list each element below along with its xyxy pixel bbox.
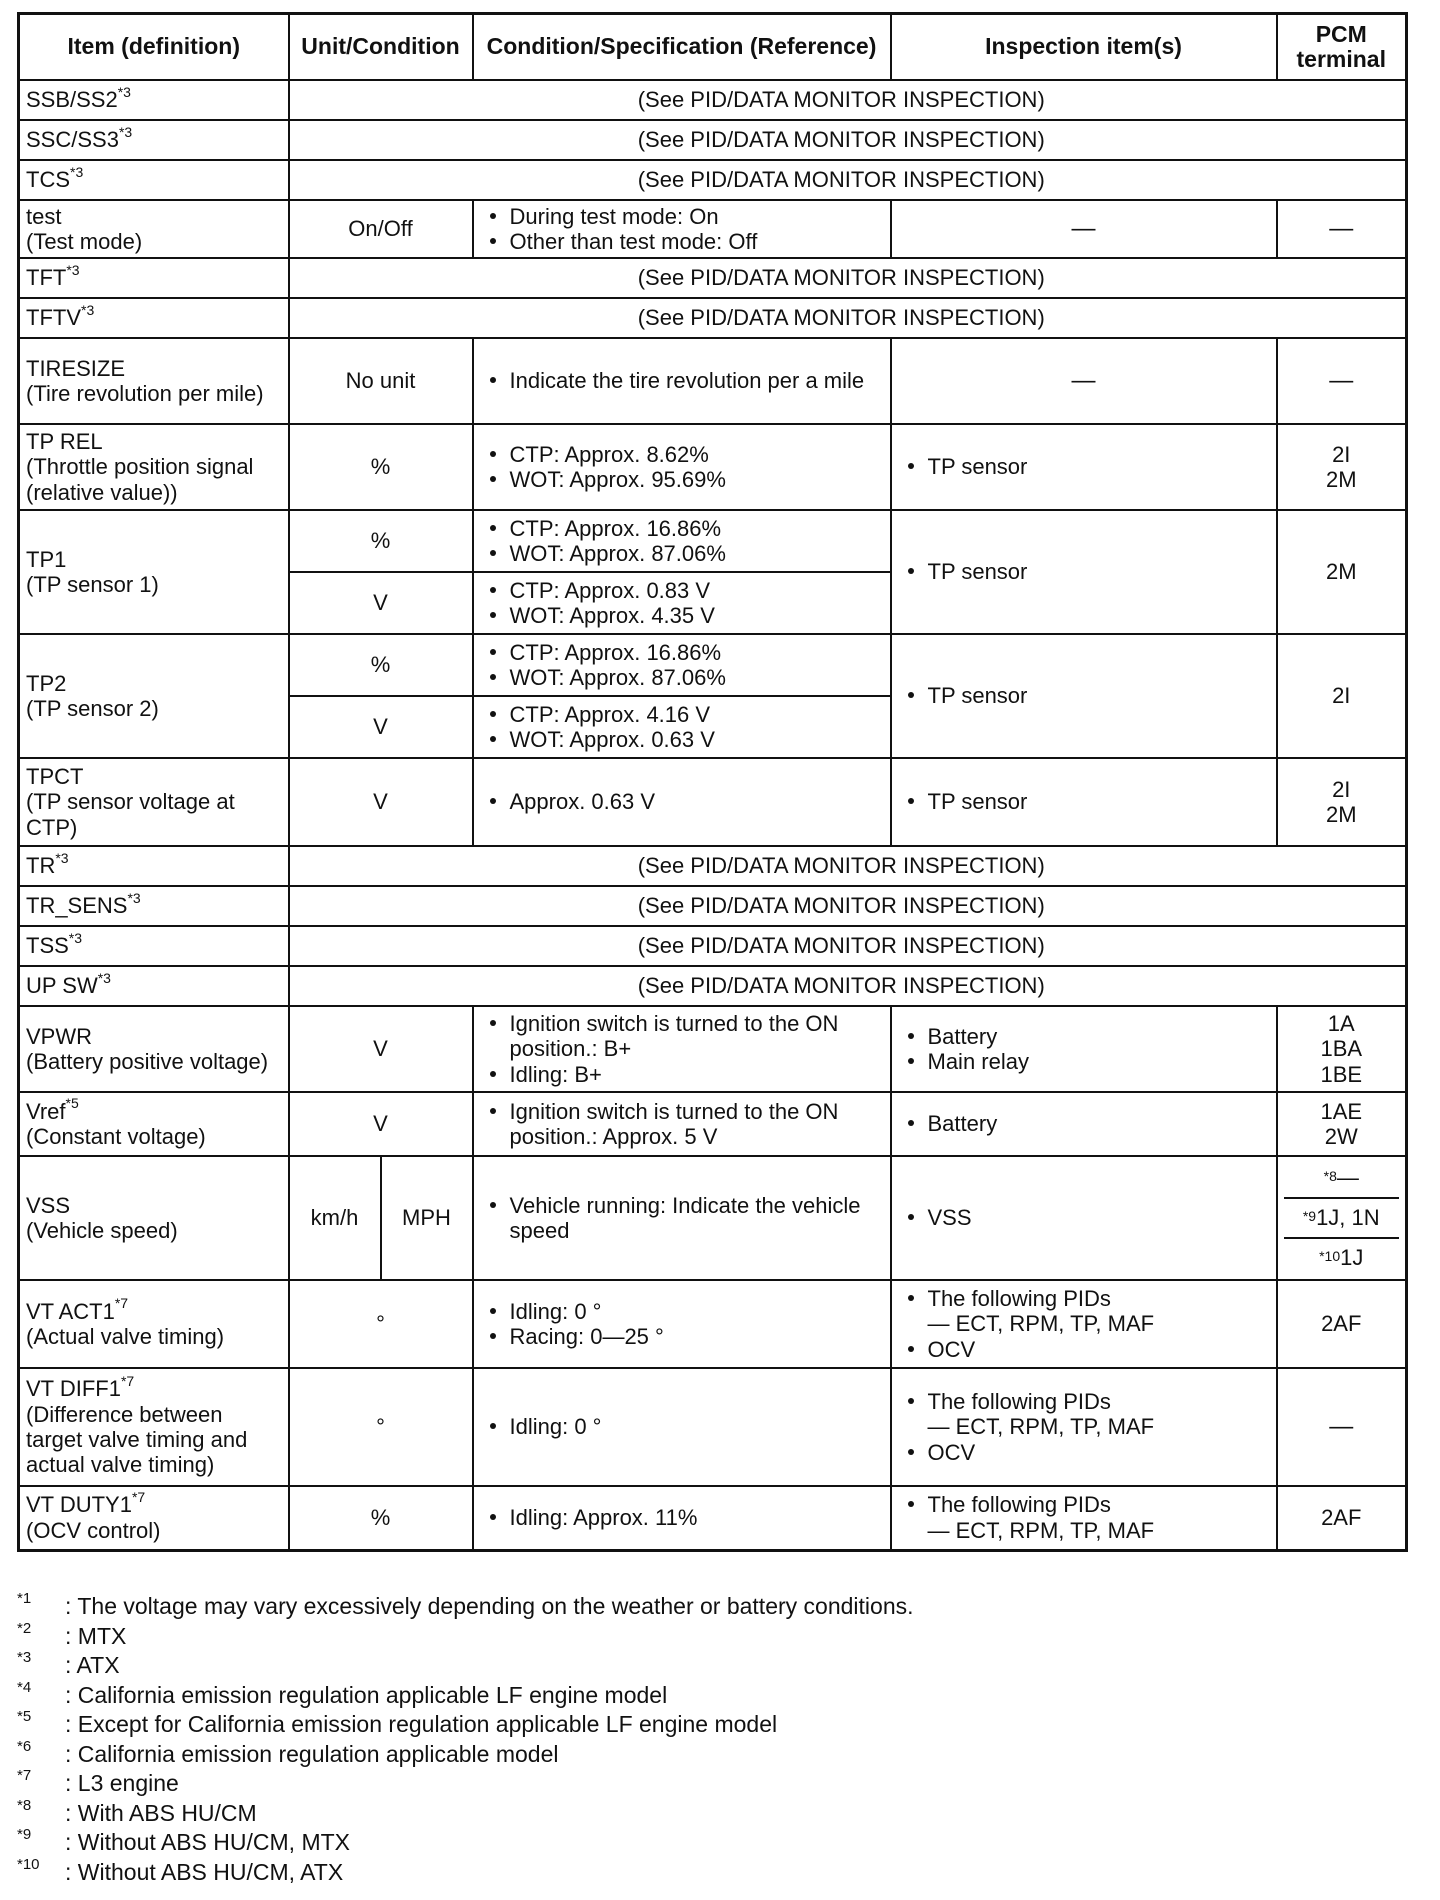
item-name: test: [26, 203, 62, 229]
footnote: $^{*5}$ : Except for California emission regulation applicable LF engine model: [17, 1708, 778, 1737]
item-name: VT DIFF1: [26, 1376, 121, 1402]
item-cell: [19, 886, 289, 926]
footnote-ref: *3: [66, 262, 80, 279]
item-name: UP SW: [26, 973, 98, 999]
item-definition: (TP sensor 2): [26, 696, 159, 721]
table-row: [19, 926, 1407, 966]
item-name: SSB/SS2: [26, 87, 118, 113]
inspection-cell: The following PIDs — ECT, RPM, TP, MAF OCV: [891, 1368, 1277, 1486]
footnote: $^{*9}$ : Without ABS HU/CM, MTX: [17, 1826, 350, 1855]
item-definition: (TP sensor voltage at CTP): [26, 789, 235, 840]
table-header-row: [19, 14, 1407, 81]
table-row: [19, 1156, 1407, 1280]
footnote: $^{*7}$ : L3 engine: [17, 1767, 179, 1796]
item-cell: [19, 1368, 289, 1486]
inspection-cell: TP sensor: [891, 634, 1277, 758]
header-item: Item (definition): [19, 14, 289, 81]
inspection-cell: The following PIDs — ECT, RPM, TP, MAF: [891, 1486, 1277, 1550]
table-row: [19, 1486, 1407, 1550]
item-name: TP1: [26, 546, 67, 572]
condition-cell: CTP: Approx. 8.62% WOT: Approx. 95.69%: [473, 424, 891, 510]
item-name: VSS: [26, 1192, 71, 1218]
item-definition: (Actual valve timing): [26, 1324, 225, 1349]
unit-cell: %: [289, 510, 473, 572]
pcm-cell: —: [1277, 200, 1407, 258]
pcm-cell: 2M: [1277, 510, 1407, 634]
footnote: $^{*10}$ : Without ABS HU/CM, ATX: [17, 1855, 344, 1885]
footnote-ref: *7: [131, 1489, 146, 1506]
item-name: TR_SENS: [26, 893, 128, 919]
item-name: TP REL: [26, 429, 103, 455]
footnote-ref: *7: [114, 1295, 129, 1312]
item-definition: (Throttle position signal (relative value)): [26, 454, 254, 505]
unit-cell-kmh: km/h: [289, 1156, 381, 1280]
table-row: [19, 160, 1407, 200]
item-cell: [19, 160, 289, 200]
item-cell: [19, 1486, 289, 1550]
unit-cell: V: [289, 572, 473, 634]
footnote-ref: *3: [68, 930, 83, 947]
condition-cell: CTP: Approx. 16.86% WOT: Approx. 87.06%: [473, 510, 891, 572]
pcm-cell: 2I 2M: [1277, 424, 1407, 510]
table-row: [19, 200, 1407, 258]
table-row: [19, 634, 1407, 696]
item-cell: [19, 1280, 289, 1368]
unit-cell: %: [289, 1486, 473, 1550]
footnote-ref: *3: [118, 124, 133, 141]
unit-cell: V: [289, 758, 473, 846]
item-cell: [19, 200, 289, 258]
table-row: [19, 1280, 1407, 1368]
footnote: $^{*8}$ : With ABS HU/CM: [17, 1796, 257, 1826]
pcm-cell: 1A 1BA 1BE: [1277, 1006, 1407, 1092]
item-definition: (Test mode): [26, 229, 143, 254]
item-cell: [19, 1092, 289, 1156]
table-row: [19, 1368, 1407, 1486]
pcm-cell: —: [1277, 338, 1407, 424]
document: [17, 12, 1405, 1552]
item-definition: (Vehicle speed): [26, 1218, 178, 1243]
table-row: [19, 1092, 1407, 1156]
footnote-ref: *3: [55, 850, 69, 867]
see-reference: (See PID/DATA MONITOR INSPECTION): [289, 298, 1407, 338]
condition-cell: CTP: Approx. 4.16 V WOT: Approx. 0.63 V: [473, 696, 891, 758]
item-name: TCS: [26, 167, 70, 193]
table-row: [19, 80, 1407, 120]
see-reference: (See PID/DATA MONITOR INSPECTION): [289, 926, 1407, 966]
condition-cell: Approx. 0.63 V: [473, 758, 891, 846]
see-reference: (See PID/DATA MONITOR INSPECTION): [289, 966, 1407, 1006]
header-pcm-terminal: PCM terminal: [1277, 14, 1407, 81]
item-cell: [19, 510, 289, 634]
item-cell: [19, 258, 289, 298]
pcm-option-abs: $^{*8}$ —: [1323, 1165, 1359, 1191]
item-cell: [19, 966, 289, 1006]
item-name: TR: [26, 853, 56, 879]
unit-cell: V: [289, 1092, 473, 1156]
item-cell: [19, 634, 289, 758]
item-definition: (TP sensor 1): [26, 572, 159, 597]
condition-cell: Idling: 0 °: [473, 1368, 891, 1486]
table-row: [19, 1006, 1407, 1092]
pcm-cell: [1277, 1156, 1407, 1280]
see-reference: (See PID/DATA MONITOR INSPECTION): [289, 160, 1407, 200]
footnote: $^{*1}$ : The voltage may vary excessively depending on the weather or battery conditions.: [17, 1590, 914, 1619]
item-cell: [19, 80, 289, 120]
inspection-cell: Battery Main relay: [891, 1006, 1277, 1092]
footnote: $^{*6}$ : California emission regulation applicable model: [17, 1737, 559, 1767]
inspection-cell: TP sensor: [891, 424, 1277, 510]
table-row: [19, 424, 1407, 510]
inspection-cell: —: [891, 200, 1277, 258]
footnotes: [17, 1592, 1117, 1887]
header-unit: Unit/Condition: [289, 14, 473, 81]
item-name: SSC/SS3: [26, 127, 119, 153]
unit-cell: On/Off: [289, 200, 473, 258]
pcm-cell: 2AF: [1277, 1486, 1407, 1550]
item-definition: (Tire revolution per mile): [26, 381, 264, 406]
item-cell: [19, 758, 289, 846]
item-cell: [19, 298, 289, 338]
item-name: VPWR: [26, 1023, 92, 1049]
condition-cell: Idling: 0 ° Racing: 0—25 °: [473, 1280, 891, 1368]
item-cell: [19, 1156, 289, 1280]
pcm-cell: —: [1277, 1368, 1407, 1486]
item-cell: [19, 1006, 289, 1092]
unit-cell: °: [289, 1368, 473, 1486]
item-name: TFT: [26, 265, 67, 291]
pid-spec-table: [17, 12, 1408, 1552]
footnote-ref: *3: [127, 890, 141, 907]
item-name: TIRESIZE: [26, 355, 126, 381]
condition-cell: Vehicle running: Indicate the vehicle speed: [473, 1156, 891, 1280]
inspection-cell: Battery: [891, 1092, 1277, 1156]
table-row: [19, 338, 1407, 424]
see-reference: (See PID/DATA MONITOR INSPECTION): [289, 80, 1407, 120]
table-row: [19, 120, 1407, 160]
inspection-cell: TP sensor: [891, 758, 1277, 846]
item-cell: [19, 846, 289, 886]
header-inspection: Inspection item(s): [891, 14, 1277, 81]
inspection-cell: —: [891, 338, 1277, 424]
item-cell: [19, 338, 289, 424]
footnote-ref: *3: [97, 970, 111, 987]
pcm-cell: 2I: [1277, 634, 1407, 758]
item-name: TPCT: [26, 764, 84, 790]
table-row: [19, 846, 1407, 886]
condition-cell: CTP: Approx. 0.83 V WOT: Approx. 4.35 V: [473, 572, 891, 634]
table-row: [19, 758, 1407, 846]
condition-cell: During test mode: On Other than test mode: Off: [473, 200, 891, 258]
table-row: [19, 298, 1407, 338]
footnote: $^{*3}$ : ATX: [17, 1649, 120, 1678]
pcm-cell: 2AF: [1277, 1280, 1407, 1368]
pcm-cell: 1AE 2W: [1277, 1092, 1407, 1156]
footnote-ref: *3: [81, 302, 95, 319]
pcm-cell: 2I 2M: [1277, 758, 1407, 846]
item-cell: [19, 424, 289, 510]
unit-cell: V: [289, 1006, 473, 1092]
footnote-ref: *5: [65, 1095, 79, 1112]
item-name: VT ACT1: [26, 1298, 115, 1324]
pcm-option-atx: $^{*10}$ 1J: [1284, 1237, 1400, 1277]
table-row: [19, 886, 1407, 926]
item-name: VT DUTY1: [26, 1492, 132, 1518]
footnote: $^{*2}$ : MTX: [17, 1619, 127, 1649]
unit-cell: %: [289, 424, 473, 510]
condition-cell: Ignition switch is turned to the ON position.: B+ Idling: B+: [473, 1006, 891, 1092]
inspection-cell: TP sensor: [891, 510, 1277, 634]
item-name: TFTV: [26, 305, 81, 331]
see-reference: (See PID/DATA MONITOR INSPECTION): [289, 258, 1407, 298]
item-cell: [19, 926, 289, 966]
condition-cell: Idling: Approx. 11%: [473, 1486, 891, 1550]
table-row: [19, 510, 1407, 572]
footnote-ref: *7: [120, 1373, 135, 1390]
condition-cell: Indicate the tire revolution per a mile: [473, 338, 891, 424]
header-condition: Condition/Specification (Reference): [473, 14, 891, 81]
see-reference: (See PID/DATA MONITOR INSPECTION): [289, 846, 1407, 886]
see-reference: (See PID/DATA MONITOR INSPECTION): [289, 120, 1407, 160]
item-name: Vref: [26, 1098, 66, 1124]
pcm-option-mtx: $^{*9}$ 1J, 1N: [1284, 1197, 1400, 1237]
unit-cell-mph: MPH: [381, 1156, 473, 1280]
table-row: [19, 966, 1407, 1006]
item-definition: (OCV control): [26, 1517, 161, 1543]
unit-cell: No unit: [289, 338, 473, 424]
unit-cell: V: [289, 696, 473, 758]
see-reference: (See PID/DATA MONITOR INSPECTION): [289, 886, 1407, 926]
item-definition: (Difference between target valve timing and actual valve timing): [26, 1401, 248, 1478]
footnote: $^{*4}$ : California emission regulation applicable LF engine model: [17, 1678, 668, 1708]
condition-cell: Ignition switch is turned to the ON position.: Approx. 5 V: [473, 1092, 891, 1156]
table-row: [19, 258, 1407, 298]
item-definition: (Constant voltage): [26, 1124, 206, 1149]
footnote-ref: *3: [70, 164, 84, 181]
inspection-cell: The following PIDs — ECT, RPM, TP, MAF OCV: [891, 1280, 1277, 1368]
footnote-ref: *3: [117, 84, 131, 101]
condition-cell: CTP: Approx. 16.86% WOT: Approx. 87.06%: [473, 634, 891, 696]
unit-cell: °: [289, 1280, 473, 1368]
item-name: TP2: [26, 670, 67, 696]
item-definition: (Battery positive voltage): [26, 1049, 269, 1074]
inspection-cell: VSS: [891, 1156, 1277, 1280]
item-name: TSS: [26, 933, 69, 959]
item-cell: [19, 120, 289, 160]
unit-cell: %: [289, 634, 473, 696]
